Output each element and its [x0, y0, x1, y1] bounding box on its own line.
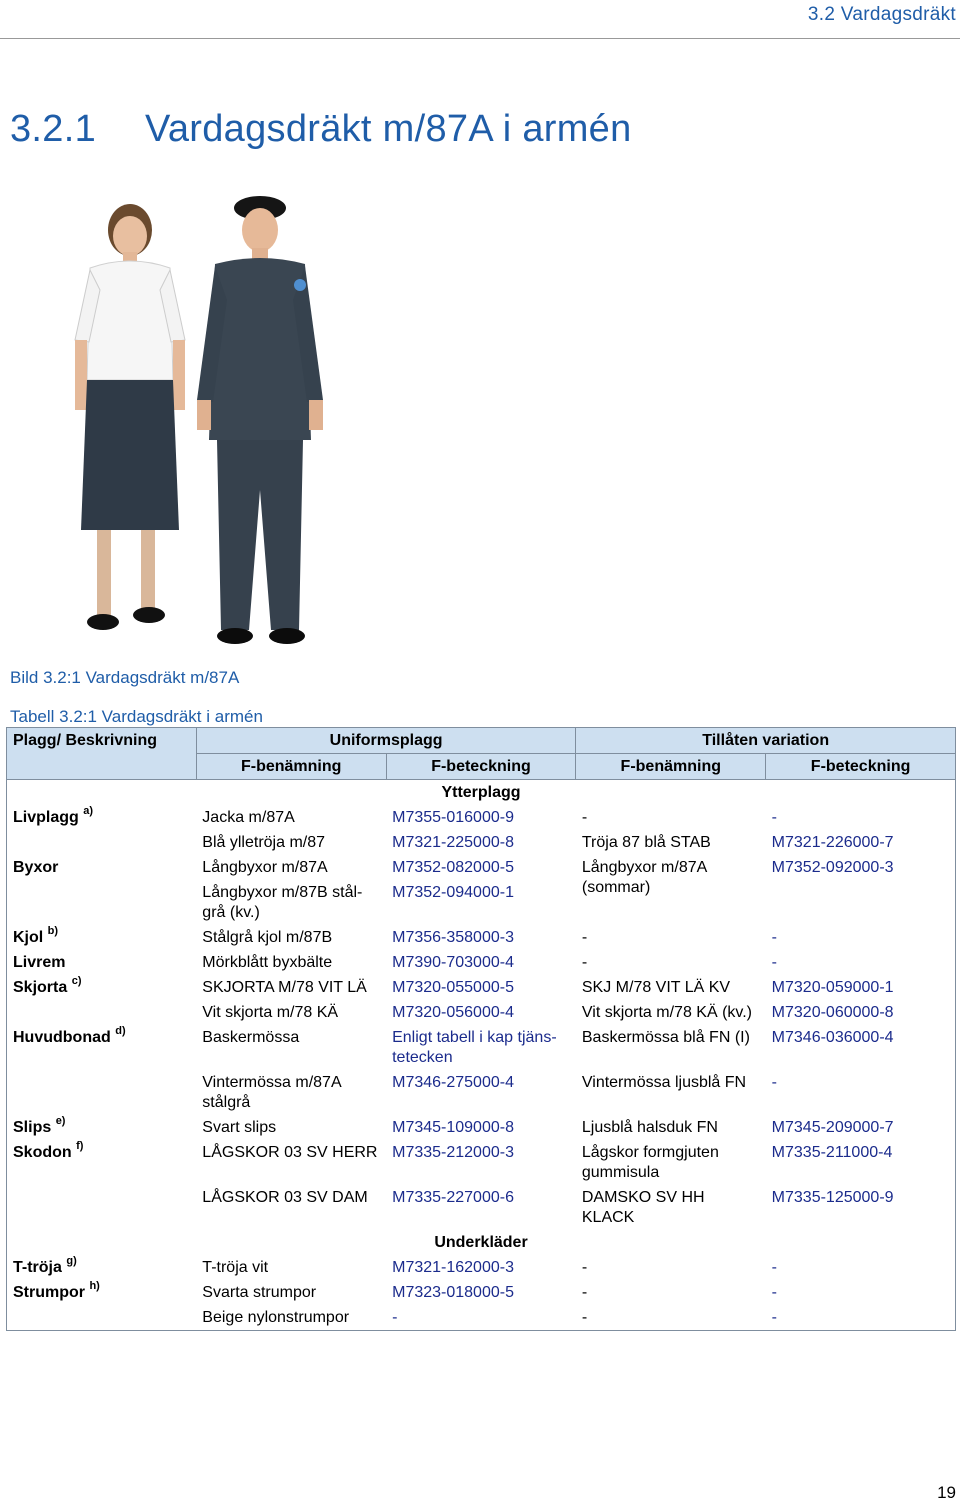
cell-f-beteckning: M7335-212000-3 [392, 1144, 514, 1161]
cell-var-benamning: - [581, 809, 588, 826]
row-note: a) [83, 804, 94, 817]
cell-var-beteckning: - [771, 809, 777, 826]
woman-figure [75, 204, 185, 630]
row-label [7, 880, 197, 925]
cell-var-beteckning: - [771, 954, 777, 971]
cell-f-benamning: Mörkblått byxbälte [202, 954, 333, 971]
cell-f-beteckning: M7321-225000-8 [392, 834, 514, 851]
cell-var-beteckning: - [771, 929, 777, 946]
cell-var-beteckning: M7321-226000-7 [771, 834, 894, 851]
cell-var-beteckning: M7335-125000-9 [771, 1189, 894, 1206]
subheader-benamning-2: F-benämning [576, 754, 766, 780]
table-row [7, 1185, 956, 1230]
cell-var-beteckning: M7320-059000-1 [771, 979, 894, 996]
cell-var-beteckning: M7346-036000-4 [771, 1029, 894, 1046]
cell-f-beteckning: M7335-227000-6 [392, 1189, 514, 1206]
cell-f-benamning: Jacka m/87A [202, 809, 295, 826]
table-row [7, 950, 956, 975]
row-label [7, 925, 197, 950]
cell-var-beteckning: M7345-209000-7 [771, 1119, 894, 1136]
row-label-text: Livrem [13, 954, 66, 971]
cell-var-beteckning: - [771, 1259, 777, 1276]
rows-underklader [7, 1255, 956, 1331]
row-label [7, 805, 197, 830]
table-row [7, 1305, 956, 1331]
cell-f-benamning: Baskermössa [202, 1029, 300, 1046]
uniform-table [6, 727, 956, 1331]
figure-caption: Bild 3.2:1 Vardagsdräkt m/87A [10, 668, 240, 687]
cell-var-benamning: - [581, 1309, 588, 1326]
cell-f-benamning: T-tröja vit [202, 1259, 269, 1276]
row-label [7, 1115, 197, 1140]
table-header-row [7, 728, 956, 754]
cell-f-beteckning: M7320-056000-4 [392, 1004, 514, 1021]
table-row [7, 1070, 956, 1115]
section-underklader: Underkläder [434, 1234, 528, 1251]
rows-ytterplagg [7, 805, 956, 1230]
row-note: b) [47, 924, 59, 937]
cell-f-beteckning: M7323-018000-5 [392, 1284, 514, 1301]
cell-f-benamning: Svarta strumpor [202, 1284, 317, 1301]
subheader-beteckning-2: F-beteckning [766, 754, 956, 780]
table-row [7, 1255, 956, 1280]
table-row [7, 1025, 956, 1070]
row-note: c) [71, 974, 82, 987]
table-caption: Tabell 3.2:1 Vardagsdräkt i armén [10, 707, 263, 726]
cell-var-benamning: - [581, 1284, 588, 1301]
row-label [7, 1255, 197, 1280]
cell-f-beteckning: M7346-275000-4 [392, 1074, 514, 1091]
cell-f-beteckning: M7356-358000-3 [392, 929, 514, 946]
section-row-underklader [7, 1230, 956, 1255]
row-label [7, 1280, 197, 1305]
cell-f-benamning: Vintermössa m/87A stålgrå [202, 1074, 341, 1111]
cell-f-beteckning: M7321-162000-3 [392, 1259, 514, 1276]
cell-var-benamning: - [581, 929, 588, 946]
cell-f-benamning: LÅGSKOR 03 SV HERR [202, 1144, 378, 1161]
cell-var-benamning: Ljusblå halsduk FN [581, 1119, 718, 1136]
cell-var-benamning: DAMSKO SV HH KLACK [581, 1189, 705, 1226]
row-note: g) [66, 1254, 77, 1267]
cell-f-beteckning: Enligt tabell i kap tjäns-tetecken [392, 1029, 557, 1066]
row-label [7, 975, 197, 1000]
cell-var-beteckning: M7335-211000-4 [771, 1144, 893, 1161]
section-heading [10, 108, 632, 151]
cell-f-benamning: Blå ylletröja m/87 [202, 834, 326, 851]
cell-var-benamning: SKJ M/78 VIT LÄ KV [581, 979, 731, 996]
row-label [7, 830, 197, 855]
cell-f-beteckning: - [392, 1309, 398, 1326]
cell-var-benamning: - [581, 954, 588, 971]
table-row [7, 1280, 956, 1305]
row-label-text: Slips [13, 1119, 52, 1136]
cell-f-beteckning: M7390-703000-4 [392, 954, 514, 971]
cell-var-beteckning: - [771, 1309, 777, 1326]
row-label-text: Kjol [13, 929, 44, 946]
row-label-text: Skjorta [13, 979, 68, 996]
row-label [7, 950, 197, 975]
row-note: h) [89, 1279, 100, 1292]
cell-f-benamning: Stålgrå kjol m/87B [202, 929, 333, 946]
cell-f-benamning: SKJORTA M/78 VIT LÄ [202, 979, 367, 996]
cell-var-benamning: Tröja 87 blå STAB [581, 834, 711, 851]
table-row [7, 925, 956, 950]
cell-f-beteckning: M7355-016000-9 [392, 809, 514, 826]
cell-f-benamning: Beige nylonstrumpor [202, 1309, 350, 1326]
cell-var-benamning: Vit skjorta m/78 KÄ (kv.) [581, 1004, 752, 1021]
cell-f-beteckning: M7345-109000-8 [392, 1119, 514, 1136]
section-row-ytterplagg [7, 780, 956, 806]
heading-title: Vardagsdräkt m/87A i armén [145, 108, 632, 150]
header-rule [0, 38, 960, 39]
subheader-benamning-1: F-benämning [196, 754, 386, 780]
uniform-photo [45, 190, 335, 650]
man-figure [197, 196, 323, 644]
cell-f-benamning: Svart slips [202, 1119, 277, 1136]
table-row [7, 855, 956, 880]
row-label [7, 1070, 197, 1115]
cell-var-benamning: - [581, 1259, 588, 1276]
cell-var-beteckning: M7352-092000-3 [771, 859, 894, 876]
header-variation: Tillåten variation [576, 728, 956, 754]
row-note: d) [115, 1024, 126, 1037]
row-label-text: Strumpor [13, 1284, 85, 1301]
cell-f-beteckning: M7352-094000-1 [392, 884, 514, 901]
row-label-text: Livplagg [13, 809, 79, 826]
table-row [7, 805, 956, 830]
table-row [7, 830, 956, 855]
table-row [7, 1115, 956, 1140]
cell-f-benamning: Långbyxor m/87B stål-grå (kv.) [202, 884, 363, 921]
row-label [7, 855, 197, 880]
row-label-text: Byxor [13, 859, 59, 876]
row-label [7, 1025, 197, 1070]
cell-f-benamning: Långbyxor m/87A [202, 859, 328, 876]
row-label [7, 1185, 197, 1230]
cell-f-benamning: LÅGSKOR 03 SV DAM [202, 1189, 368, 1206]
row-label [7, 1140, 197, 1185]
table-row [7, 1140, 956, 1185]
row-label [7, 1000, 197, 1025]
header-plagg: Plagg/ Beskrivning [7, 728, 197, 780]
cell-var-benamning: Baskermössa blå FN (I) [581, 1029, 750, 1046]
cell-var-beteckning: - [771, 1284, 777, 1301]
section-ytterplagg: Ytterplagg [441, 784, 521, 801]
table-row [7, 1000, 956, 1025]
row-note: f) [76, 1139, 84, 1152]
row-label-text: Skodon [13, 1144, 72, 1161]
cell-f-benamning: Vit skjorta m/78 KÄ [202, 1004, 339, 1021]
row-label-text: T-tröja [13, 1259, 62, 1276]
cell-var-beteckning: - [771, 1074, 777, 1091]
table-row [7, 975, 956, 1000]
cell-var-beteckning: M7320-060000-8 [771, 1004, 894, 1021]
row-label-text: Huvudbonad [13, 1029, 111, 1046]
header-uniformsplagg: Uniformsplagg [196, 728, 576, 754]
running-header: 3.2 Vardagsdräkt [807, 4, 956, 25]
cell-f-beteckning: M7352-082000-5 [392, 859, 514, 876]
cell-var-benamning: Långbyxor m/87A (sommar) [581, 859, 707, 896]
page-number: 19 [937, 1483, 956, 1502]
cell-f-beteckning: M7320-055000-5 [392, 979, 514, 996]
row-note: e) [55, 1114, 66, 1127]
cell-var-benamning: Lågskor formgjuten gummisula [581, 1144, 719, 1181]
cell-var-benamning: Vintermössa ljusblå FN [581, 1074, 747, 1091]
subheader-beteckning-1: F-beteckning [386, 754, 576, 780]
row-label [7, 1305, 197, 1331]
heading-number: 3.2.1 [10, 108, 97, 150]
